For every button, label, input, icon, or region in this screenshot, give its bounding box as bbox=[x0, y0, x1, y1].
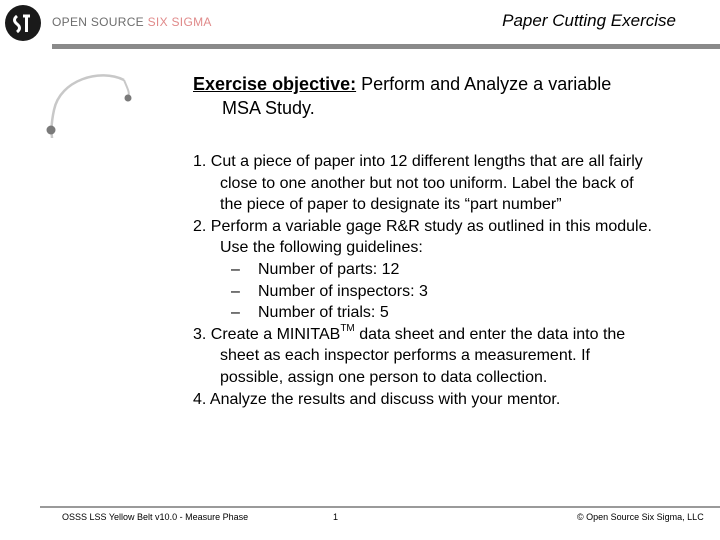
objective-label: Exercise objective: bbox=[193, 74, 357, 94]
step-4: 4. Analyze the results and discuss with your mentor. bbox=[193, 390, 561, 408]
guideline-trials: – Number of trials: 5 bbox=[231, 304, 389, 322]
objective-text-continued: MSA Study. bbox=[222, 98, 315, 118]
step-2: 2. Perform a variable gage R&R study as outlined in this module. Use the following guidelines: – Number of parts: 12 – Number of inspectors: 3 – Number of trials: 5 bbox=[193, 216, 718, 324]
page-number: 1 bbox=[333, 512, 339, 522]
exercise-objective bbox=[193, 72, 693, 120]
page-title: Paper Cutting Exercise bbox=[502, 11, 676, 30]
open-source-six-sigma-logo-icon bbox=[4, 4, 42, 42]
step-3: 3. Create a MINITAB™ data sheet and enter the data into the sheet as each inspector performs a measurement. If possible, assign one person to data collection. bbox=[193, 323, 626, 386]
brand-name: OPEN SOURCE SIX SIGMA bbox=[52, 15, 212, 29]
guideline-inspectors: – Number of inspectors: 3 bbox=[231, 282, 428, 300]
step-1: 1. Cut a piece of paper into 12 different lengths that are all fairly close to one another but not too uniform. Label the back of the piece of paper to designate its “part number” bbox=[193, 153, 643, 214]
footer-copyright: © Open Source Six Sigma, LLC bbox=[577, 512, 704, 522]
objective-text: Perform and Analyze a variable bbox=[356, 74, 612, 94]
decorative-swirl-icon bbox=[40, 70, 140, 160]
footer-course: OSSS LSS Yellow Belt v10.0 - Measure Phase bbox=[62, 512, 249, 522]
exercise-steps bbox=[193, 151, 718, 410]
guideline-parts: – Number of parts: 12 bbox=[231, 260, 400, 278]
footer-divider bbox=[40, 506, 720, 508]
header-divider bbox=[52, 44, 720, 49]
